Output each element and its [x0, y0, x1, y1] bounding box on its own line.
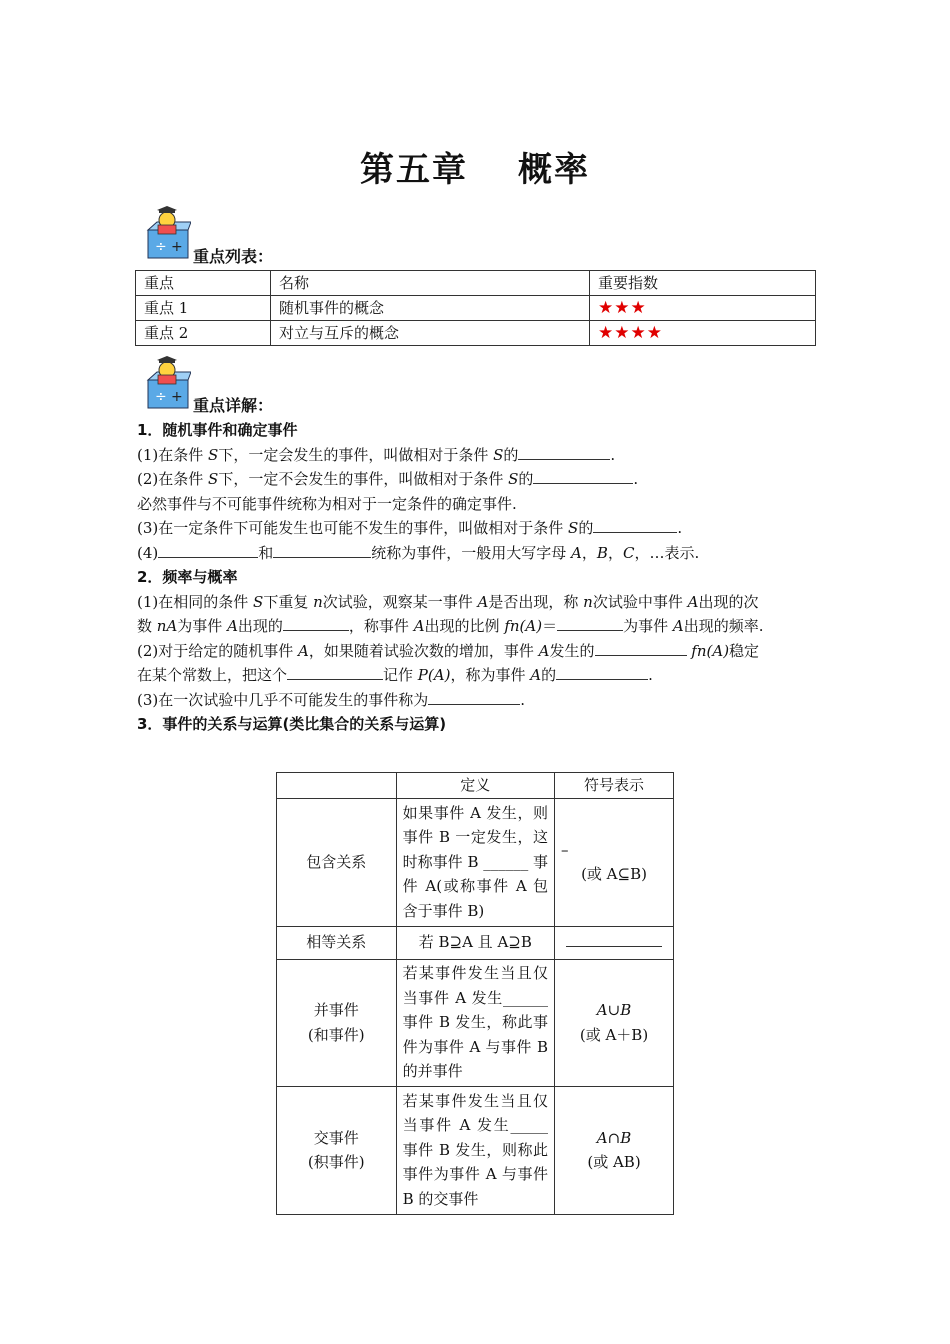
fill-blank[interactable] — [566, 932, 662, 947]
relation-name: 交事件 (积事件) — [277, 1086, 397, 1214]
reading-kid-mascot-icon — [145, 356, 191, 410]
reading-kid-mascot-icon — [145, 206, 191, 260]
fill-blank[interactable] — [533, 469, 633, 484]
table-header-cell: 重要指数 — [590, 271, 816, 296]
table-row — [136, 296, 816, 321]
relation-definition: 若某事件发生当且仅当事件 A 发生_____事件 B 发生，则称此事件为事件 A 与事件 B 的交事件 — [396, 1086, 554, 1214]
fill-blank[interactable] — [595, 641, 687, 656]
relation-definition: 若某事件发生当且仅当事件 A 发生______事件 B 发生，称此事件为事件 A 与事件 B 的并事件 — [396, 959, 554, 1086]
table-header-cell: 符号表示 — [555, 773, 674, 799]
paragraph: (4) 和 统称为事件，一般用大写字母 A，B，C，…表示. — [137, 543, 700, 562]
relation-name: 并事件 (和事件) — [277, 959, 397, 1086]
fill-blank[interactable] — [557, 616, 623, 631]
paragraph: (1)在相同的条件 S下重复 n次试验，观察某一事件 A是否出现，称 n次试验中事件 A出现的次 — [137, 592, 759, 611]
svg-text:÷: ÷ — [155, 389, 167, 405]
table-row — [277, 959, 674, 1086]
details-body — [137, 418, 827, 737]
table-row — [136, 321, 816, 346]
relation-symbol — [555, 926, 674, 959]
svg-text:+: + — [171, 239, 183, 255]
key-points-table — [135, 270, 816, 346]
table-row — [277, 926, 674, 959]
fill-blank[interactable] — [273, 543, 371, 558]
paragraph: (3)在一次试验中几乎不可能发生的事件称为 . — [137, 690, 526, 709]
star-rating-icon: ★★★★ — [598, 323, 663, 343]
subsection-title: 3．事件的关系与运算(类比集合的关系与运算) — [137, 715, 447, 733]
key-id-cell: 重点 2 — [136, 321, 271, 346]
key-name-cell: 随机事件的概念 — [271, 296, 590, 321]
fill-blank[interactable] — [428, 690, 520, 705]
section-heading-details: 重点详解： — [193, 396, 274, 415]
page-title — [0, 142, 950, 191]
key-name-cell: 对立与互斥的概念 — [271, 321, 590, 346]
chapter-name: 概率 — [518, 150, 590, 190]
table-header-row — [136, 271, 816, 296]
subsection-title: 1．随机事件和确定事件 — [137, 421, 298, 439]
fill-blank[interactable] — [518, 445, 610, 460]
paragraph: (1)在条件 S下，一定会发生的事件，叫做相对于条件 S的 . — [137, 445, 616, 464]
relation-symbol: A∪B (或 A＋B) — [555, 959, 674, 1086]
table-header-cell: 名称 — [271, 271, 590, 296]
svg-text:÷: ÷ — [155, 239, 167, 255]
table-header-cell: 重点 — [136, 271, 271, 296]
relation-symbol: A∩B (或 AB) — [555, 1086, 674, 1214]
paragraph: (3)在一定条件下可能发生也可能不发生的事件，叫做相对于条件 S的 . — [137, 519, 683, 537]
paragraph: 必然事件与不可能事件统称为相对于一定条件的确定事件. — [137, 494, 517, 513]
svg-text:+: + — [171, 389, 183, 405]
relation-name: 相等关系 — [277, 926, 397, 959]
paragraph: 数 nA为事件 A出现的 ，称事件 A出现的比例 fn(A)＝ 为事件 A出现的频率. — [137, 617, 764, 635]
table-row — [277, 798, 674, 926]
table-header-row — [277, 773, 674, 799]
paragraph: (2)在条件 S下，一定不会发生的事件，叫做相对于条件 S的 . — [137, 470, 639, 488]
relation-name: 包含关系 — [277, 798, 397, 926]
relation-definition: 如果事件 A 发生，则事件 B 一定发生，这时称事件 B ______ 事件 A(或称事件 A 包含于事件 B) — [396, 798, 554, 926]
subsection-title: 2．频率与概率 — [137, 568, 238, 586]
importance-stars — [590, 321, 816, 346]
section-heading-key-list: 重点列表： — [193, 247, 274, 266]
fill-blank[interactable] — [158, 543, 258, 558]
chapter-label: 第五章 — [360, 150, 468, 190]
fill-blank[interactable] — [287, 665, 383, 680]
table-header-cell — [277, 773, 397, 799]
fill-blank[interactable] — [556, 665, 648, 680]
key-id-cell: 重点 1 — [136, 296, 271, 321]
relation-definition: 若 B⊇A 且 A⊇B — [396, 926, 554, 959]
table-header-cell: 定义 — [396, 773, 554, 799]
event-relations-table — [276, 772, 674, 1215]
relation-symbol: – (或 A⊆B) — [555, 798, 674, 926]
fill-blank[interactable] — [593, 518, 677, 533]
fill-blank[interactable] — [283, 616, 349, 631]
paragraph: (2)对于给定的随机事件 A，如果随着试验次数的增加，事件 A发生的 fn(A)稳定 — [137, 641, 760, 660]
paragraph: 在某个常数上，把这个 记作 P(A)，称为事件 A的 . — [137, 666, 653, 684]
star-rating-icon: ★★★ — [598, 298, 647, 318]
importance-stars — [590, 296, 816, 321]
table-row — [277, 1086, 674, 1214]
